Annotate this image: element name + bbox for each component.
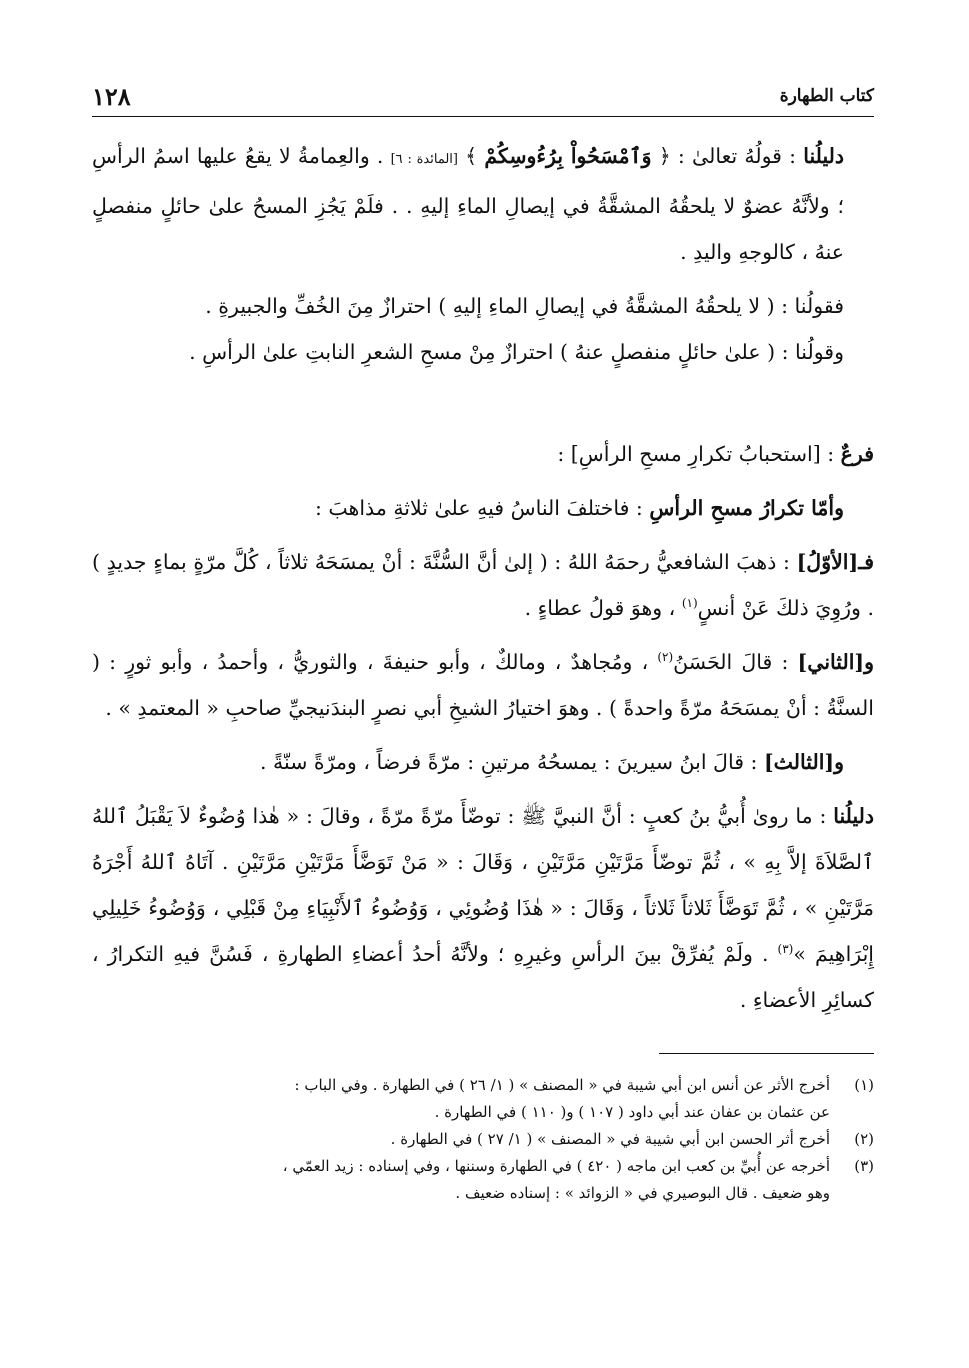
footnote-number: (٢) xyxy=(854,1130,874,1148)
paragraph-evidence-2 xyxy=(92,793,874,1023)
main-text xyxy=(92,133,874,1023)
paragraph-lead: دليلُنا xyxy=(833,804,874,828)
paragraph-text: . والعِمامةُ لا يقعُ عليها اسمُ الرأسِ ؛ ولأنَّهُ عضوٌ لا يلحقُهُ المشقَّةُ في إيصالِ الماءِ إليهِ . . فلَمْ يَجُزِ المسحُ علىٰ حائلٍ منفصلٍ عنهُ ، كالوجهِ واليدِ . xyxy=(92,144,844,264)
footnote-3 xyxy=(92,1153,874,1207)
paragraph-lead: و[الثاني] xyxy=(797,650,874,674)
footnote-line: أخرج الأثر عن أنس ابن أبي شيبة في « المصنف » ( ١/ ٢٦ ) في الطهارة . وفي الباب : xyxy=(294,1076,830,1094)
footnote-marker: (٢) xyxy=(657,650,674,665)
paragraph-evidence-1 xyxy=(92,133,874,275)
paragraph-lead: و[الثالث] xyxy=(763,750,844,774)
page-header xyxy=(92,80,874,117)
paragraph-text: : قولُهُ تعالىٰ : ﴿ xyxy=(651,144,804,168)
paragraph-text: ﴾ xyxy=(458,144,485,168)
paragraph-lead: دليلُنا xyxy=(803,144,845,168)
verse-reference: [المائدة : ٦] xyxy=(390,152,458,167)
footnote-text xyxy=(92,1153,830,1207)
paragraph-text: : قالَ الحَسَنُ xyxy=(673,650,798,674)
section-title: : [استحبابُ تكرارِ مسحِ الرأسِ] : xyxy=(557,442,841,466)
paragraph-intro xyxy=(92,485,874,531)
paragraph-text: : قالَ ابنُ سيرينَ : يمسحُهُ مرتينِ : مرّةً فرضاً ، ومرّةً سنّةً . xyxy=(259,750,764,774)
footnote-number: (٣) xyxy=(854,1157,874,1175)
paragraph-lead: فـ[الأوّلُ] xyxy=(796,550,874,574)
footnote-line: أخرجه عن أُبيِّ بن كعب ابن ماجه ( ٤٢٠ ) في الطهارة وسننها ، وفي إسناده : زيد العمّي ، xyxy=(282,1157,830,1175)
paragraph-text: ، ومُجاهدٌ ، ومالكٌ ، وأبو حنيفةَ ، والثوريُّ ، وأحمدُ ، وأبو ثورٍ : ( السنَّةُ : أنْ يمسَحَهُ مرّةً واحدةً ) . وهوَ اختيارُ الشيخِ أبي نصرٍ البندَنيجيِّ صاحبِ « المعتمدِ » . xyxy=(92,650,874,720)
footnote-number: (١) xyxy=(854,1076,874,1094)
paragraph-text: : ذهبَ الشافعيُّ رحمَهُ اللهُ : ( إلىٰ أنَّ السُّنَّةَ : أنْ يمسَحَهُ ثلاثاً ، كُلَّ مرّةٍ بماءٍ جديدٍ ) . ورُوِيَ ذلكَ عَنْ أنسٍ xyxy=(92,550,874,620)
footnote-line: وهو ضعيف . قال البوصيري في « الزوائد » : إسناده ضعيف . xyxy=(455,1184,830,1202)
paragraph-first-opinion xyxy=(92,539,874,631)
footnote-marker: (٣) xyxy=(777,942,794,957)
paragraph-text: . ولَمْ يُفرِّقْ بينَ الرأسِ وغيرِهِ ؛ ولأنَّهُ أحدُ أعضاءِ الطهارةِ ، فَسُنَّ فيهِ التكرارُ ، كسائِرِ الأعضاءِ . xyxy=(92,942,874,1012)
paragraph-text: ، وهوَ قولُ عطاءٍ . xyxy=(524,596,682,620)
paragraph-text: وقولُنا : ( علىٰ حائلٍ منفصلٍ عنهُ ) احترازٌ مِنْ مسحِ الشعرِ النابتِ علىٰ الرأسِ . xyxy=(189,340,844,364)
paragraph-text: فقولُنا : ( لا يلحقُهُ المشقَّةُ في إيصالِ الماءِ إليهِ ) احترازٌ مِنَ الخُفِّ والجبيرةِ . xyxy=(205,294,844,318)
paragraph-text: : فاختلفَ الناسُ فيهِ علىٰ ثلاثةِ مذاهبَ : xyxy=(315,496,650,520)
paragraph-text: : ما روىٰ أُبيُّ بنُ كعبٍ : أنَّ النبيَّ ﷺ : توضّأَ مرّةً مرّةً ، وقالَ : « هٰذا وُضُوءٌ لاَ يَقْبَلُ ٱللهُ ٱلصَّلاَةَ إلاَّ بِهِ » ، ثُمَّ توضّأَ مَرَّتَيْنِ مَرَّتَيْنِ ، وَقَالَ : « مَنْ تَوَضَّأَ مَرَّتَيْنِ مَرَّتَيْنِ . آتَاهُ ٱللهُ أَجْرَهُ مَرَّتَيْنِ » ، ثُمَّ تَوَضَّأَ ثَلاثاً ثَلاثاً ، وَقَالَ : « هٰذَا وُضُوئِي ، وَوُضُوءُ ٱلأَنْبِيَاءِ مِنْ قَبْلِي ، وَوُضُوءُ خَلِيلِي إِبْرَاهِيمَ » xyxy=(92,804,874,966)
footnotes xyxy=(92,1072,874,1207)
paragraph-lead: وأمّا تكرارُ مسحِ الرأسِ xyxy=(649,496,844,520)
section-lead: فرعٌ xyxy=(840,442,874,466)
footnote-text xyxy=(92,1072,830,1126)
paragraph-second-opinion xyxy=(92,639,874,731)
footnote-2 xyxy=(92,1126,874,1153)
section-gap xyxy=(92,383,874,431)
footnote-1 xyxy=(92,1072,874,1126)
book-page xyxy=(92,80,874,1340)
paragraph-explanation xyxy=(92,283,874,375)
book-title: كتاب الطهارة xyxy=(779,86,874,106)
section-heading xyxy=(92,431,874,477)
page-number: ١٢٨ xyxy=(92,82,131,111)
quran-verse: وَٱمْسَحُواْ بِرُءُوسِكُمْ xyxy=(484,144,652,168)
footnote-text: أخرج أثر الحسن ابن أبي شيبة في « المصنف » ( ١/ ٢٧ ) في الطهارة . xyxy=(390,1130,830,1148)
footnote-marker: (١) xyxy=(681,596,698,611)
paragraph-third-opinion xyxy=(92,739,874,785)
footnote-line: عن عثمان بن عفان عند أبي داود ( ١٠٧ ) و( ١١٠ ) في الطهارة . xyxy=(434,1103,830,1121)
footnote-divider xyxy=(659,1053,874,1054)
